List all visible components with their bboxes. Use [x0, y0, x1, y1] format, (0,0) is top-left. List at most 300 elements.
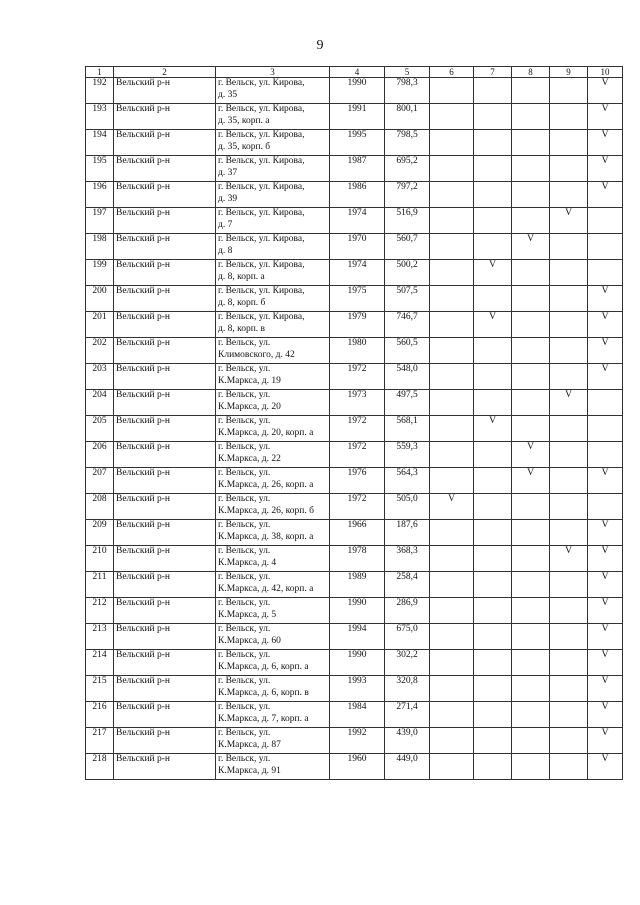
mark-col-8 — [512, 390, 550, 416]
mark-col-6 — [430, 624, 474, 650]
year-cell: 1987 — [330, 156, 385, 182]
address-cell — [216, 442, 330, 468]
mark-col-7 — [474, 442, 512, 468]
mark-col-10: V — [588, 546, 623, 572]
table-row — [86, 390, 623, 416]
address-line-street: г. Вельск, ул. Кирова, — [218, 208, 305, 218]
table-row — [86, 754, 623, 780]
area-cell: 497,5 — [385, 390, 430, 416]
column-number: 1 — [86, 67, 114, 78]
mark-col-7 — [474, 234, 512, 260]
mark-col-10 — [588, 416, 623, 442]
district-cell: Вельский р-н — [114, 442, 216, 468]
row-number: 203 — [86, 364, 114, 390]
column-number: 3 — [216, 67, 330, 78]
district-cell: Вельский р-н — [114, 130, 216, 156]
table-row — [86, 260, 623, 286]
area-cell: 548,0 — [385, 364, 430, 390]
mark-col-6 — [430, 442, 474, 468]
mark-col-9: V — [550, 390, 588, 416]
mark-col-9 — [550, 650, 588, 676]
mark-col-8 — [512, 416, 550, 442]
address-cell — [216, 234, 330, 260]
mark-col-10 — [588, 234, 623, 260]
address-cell — [216, 208, 330, 234]
mark-col-6 — [430, 286, 474, 312]
address-cell — [216, 650, 330, 676]
mark-col-10: V — [588, 364, 623, 390]
address-cell — [216, 728, 330, 754]
address-cell — [216, 286, 330, 312]
year-cell: 1973 — [330, 390, 385, 416]
district-cell: Вельский р-н — [114, 390, 216, 416]
district-cell: Вельский р-н — [114, 182, 216, 208]
mark-col-9 — [550, 624, 588, 650]
row-number: 212 — [86, 598, 114, 624]
year-cell: 1976 — [330, 468, 385, 494]
table-row — [86, 650, 623, 676]
area-cell: 368,3 — [385, 546, 430, 572]
address-line-street: г. Вельск, ул. — [218, 468, 271, 478]
address-cell — [216, 104, 330, 130]
mark-col-10 — [588, 442, 623, 468]
address-line-street: г. Вельск, ул. Кирова, — [218, 286, 305, 296]
address-line-street: г. Вельск, ул. — [218, 364, 271, 374]
address-line-street: г. Вельск, ул. — [218, 728, 271, 738]
column-number: 9 — [550, 67, 588, 78]
district-cell: Вельский р-н — [114, 598, 216, 624]
district-cell: Вельский р-н — [114, 312, 216, 338]
mark-col-6 — [430, 572, 474, 598]
table-row — [86, 468, 623, 494]
address-cell — [216, 754, 330, 780]
row-number: 198 — [86, 234, 114, 260]
mark-col-10: V — [588, 78, 623, 104]
address-line-street: г. Вельск, ул. — [218, 624, 271, 634]
table-row — [86, 104, 623, 130]
mark-col-7 — [474, 624, 512, 650]
mark-col-10: V — [588, 650, 623, 676]
mark-col-9 — [550, 182, 588, 208]
mark-col-10: V — [588, 338, 623, 364]
mark-col-6 — [430, 598, 474, 624]
row-number: 200 — [86, 286, 114, 312]
mark-col-7 — [474, 728, 512, 754]
address-line-building: К.Маркса, д. 26, корп. б — [218, 505, 314, 516]
mark-col-9 — [550, 286, 588, 312]
area-cell: 187,6 — [385, 520, 430, 546]
address-cell — [216, 468, 330, 494]
year-cell: 1980 — [330, 338, 385, 364]
table-row — [86, 494, 623, 520]
mark-col-10: V — [588, 104, 623, 130]
address-line-building: К.Маркса, д. 38, корп. а — [218, 531, 314, 542]
mark-col-9 — [550, 676, 588, 702]
mark-col-6 — [430, 650, 474, 676]
mark-col-7 — [474, 676, 512, 702]
mark-col-8 — [512, 156, 550, 182]
district-cell: Вельский р-н — [114, 364, 216, 390]
area-cell: 800,1 — [385, 104, 430, 130]
mark-col-10 — [588, 390, 623, 416]
mark-col-8 — [512, 754, 550, 780]
address-line-street: г. Вельск, ул. — [218, 390, 271, 400]
area-cell: 449,0 — [385, 754, 430, 780]
mark-col-6 — [430, 416, 474, 442]
mark-col-6 — [430, 468, 474, 494]
mark-col-7 — [474, 130, 512, 156]
column-number-row — [86, 67, 623, 78]
mark-col-8 — [512, 338, 550, 364]
mark-col-8 — [512, 104, 550, 130]
mark-col-7 — [474, 156, 512, 182]
mark-col-6 — [430, 364, 474, 390]
address-line-street: г. Вельск, ул. — [218, 598, 271, 608]
table-row — [86, 78, 623, 104]
mark-col-7 — [474, 78, 512, 104]
mark-col-10: V — [588, 728, 623, 754]
district-cell: Вельский р-н — [114, 624, 216, 650]
column-number: 10 — [588, 67, 623, 78]
area-cell: 516,9 — [385, 208, 430, 234]
area-cell: 746,7 — [385, 312, 430, 338]
area-cell: 798,5 — [385, 130, 430, 156]
address-line-building: д. 35 — [218, 89, 238, 100]
column-number: 2 — [114, 67, 216, 78]
area-cell: 560,5 — [385, 338, 430, 364]
row-number: 213 — [86, 624, 114, 650]
year-cell: 1991 — [330, 104, 385, 130]
address-cell — [216, 390, 330, 416]
district-cell: Вельский р-н — [114, 728, 216, 754]
mark-col-8 — [512, 260, 550, 286]
address-line-building: К.Маркса, д. 42, корп. а — [218, 583, 314, 594]
address-line-building: д. 7 — [218, 219, 233, 230]
address-cell — [216, 260, 330, 286]
address-line-street: г. Вельск, ул. Кирова, — [218, 260, 305, 270]
year-cell: 1990 — [330, 78, 385, 104]
mark-col-8: V — [512, 234, 550, 260]
table-row — [86, 624, 623, 650]
mark-col-10: V — [588, 312, 623, 338]
row-number: 201 — [86, 312, 114, 338]
mark-col-7 — [474, 364, 512, 390]
district-cell: Вельский р-н — [114, 520, 216, 546]
address-line-street: г. Вельск, ул. — [218, 494, 271, 504]
address-line-street: г. Вельск, ул. Кирова, — [218, 78, 305, 88]
address-cell — [216, 494, 330, 520]
mark-col-7: V — [474, 312, 512, 338]
address-line-building: К.Маркса, д. 6, корп. в — [218, 687, 309, 698]
area-cell: 675,0 — [385, 624, 430, 650]
mark-col-6 — [430, 702, 474, 728]
address-line-street: г. Вельск, ул. — [218, 650, 271, 660]
mark-col-10 — [588, 494, 623, 520]
district-cell: Вельский р-н — [114, 416, 216, 442]
mark-col-9 — [550, 728, 588, 754]
row-number: 199 — [86, 260, 114, 286]
register-body — [86, 78, 623, 780]
year-cell: 1966 — [330, 520, 385, 546]
mark-col-7 — [474, 494, 512, 520]
mark-col-8 — [512, 130, 550, 156]
address-cell — [216, 78, 330, 104]
mark-col-6 — [430, 312, 474, 338]
row-number: 210 — [86, 546, 114, 572]
row-number: 217 — [86, 728, 114, 754]
mark-col-8 — [512, 494, 550, 520]
address-line-building: К.Маркса, д. 60 — [218, 635, 281, 646]
area-cell: 302,2 — [385, 650, 430, 676]
table-row — [86, 208, 623, 234]
address-line-building: К.Маркса, д. 20, корп. а — [218, 427, 314, 438]
address-line-building: К.Маркса, д. 19 — [218, 375, 281, 386]
table-row — [86, 442, 623, 468]
column-number: 6 — [430, 67, 474, 78]
address-line-building: д. 8, корп. а — [218, 271, 265, 282]
address-line-street: г. Вельск, ул. — [218, 416, 271, 426]
mark-col-9 — [550, 442, 588, 468]
address-cell — [216, 676, 330, 702]
address-line-street: г. Вельск, ул. Кирова, — [218, 104, 305, 114]
address-cell — [216, 546, 330, 572]
mark-col-10: V — [588, 572, 623, 598]
mark-col-10: V — [588, 598, 623, 624]
address-cell — [216, 156, 330, 182]
table-row — [86, 364, 623, 390]
year-cell: 1986 — [330, 182, 385, 208]
district-cell: Вельский р-н — [114, 234, 216, 260]
address-cell — [216, 364, 330, 390]
address-line-street: г. Вельск, ул. Кирова, — [218, 312, 305, 322]
address-line-building: К.Маркса, д. 87 — [218, 739, 281, 750]
address-line-building: К.Маркса, д. 5 — [218, 609, 277, 620]
mark-col-7 — [474, 104, 512, 130]
mark-col-7 — [474, 754, 512, 780]
row-number: 216 — [86, 702, 114, 728]
mark-col-8 — [512, 520, 550, 546]
mark-col-8 — [512, 364, 550, 390]
address-line-street: г. Вельск, ул. Кирова, — [218, 182, 305, 192]
mark-col-6 — [430, 130, 474, 156]
address-line-building: К.Маркса, д. 91 — [218, 765, 281, 776]
row-number: 205 — [86, 416, 114, 442]
year-cell: 1974 — [330, 260, 385, 286]
district-cell: Вельский р-н — [114, 546, 216, 572]
table-row — [86, 416, 623, 442]
year-cell: 1975 — [330, 286, 385, 312]
address-line-street: г. Вельск, ул. — [218, 702, 271, 712]
year-cell: 1960 — [330, 754, 385, 780]
mark-col-7: V — [474, 260, 512, 286]
mark-col-9 — [550, 156, 588, 182]
mark-col-10: V — [588, 676, 623, 702]
mark-col-7 — [474, 572, 512, 598]
address-line-street: г. Вельск, ул. — [218, 442, 271, 452]
area-cell: 320,8 — [385, 676, 430, 702]
mark-col-8 — [512, 286, 550, 312]
address-line-building: К.Маркса, д. 26, корп. а — [218, 479, 314, 490]
table-row — [86, 286, 623, 312]
area-cell: 797,2 — [385, 182, 430, 208]
mark-col-9: V — [550, 208, 588, 234]
year-cell: 1995 — [330, 130, 385, 156]
mark-col-6 — [430, 208, 474, 234]
address-line-building: д. 37 — [218, 167, 238, 178]
mark-col-6 — [430, 338, 474, 364]
row-number: 197 — [86, 208, 114, 234]
table-row — [86, 338, 623, 364]
row-number: 214 — [86, 650, 114, 676]
table-row — [86, 182, 623, 208]
table-row — [86, 156, 623, 182]
mark-col-10: V — [588, 182, 623, 208]
mark-col-10: V — [588, 520, 623, 546]
table-row — [86, 546, 623, 572]
mark-col-10: V — [588, 702, 623, 728]
area-cell: 500,2 — [385, 260, 430, 286]
year-cell: 1979 — [330, 312, 385, 338]
address-cell — [216, 520, 330, 546]
address-line-street: г. Вельск, ул. Кирова, — [218, 130, 305, 140]
page-number: 9 — [316, 38, 324, 53]
district-cell: Вельский р-н — [114, 468, 216, 494]
table-row — [86, 728, 623, 754]
mark-col-7 — [474, 286, 512, 312]
district-cell: Вельский р-н — [114, 78, 216, 104]
mark-col-8 — [512, 312, 550, 338]
district-cell: Вельский р-н — [114, 572, 216, 598]
district-cell: Вельский р-н — [114, 676, 216, 702]
year-cell: 1994 — [330, 624, 385, 650]
area-cell: 439,0 — [385, 728, 430, 754]
year-cell: 1972 — [330, 416, 385, 442]
mark-col-10: V — [588, 754, 623, 780]
mark-col-9 — [550, 572, 588, 598]
district-cell: Вельский р-н — [114, 208, 216, 234]
address-cell — [216, 702, 330, 728]
year-cell: 1984 — [330, 702, 385, 728]
address-line-building: д. 35, корп. б — [218, 141, 271, 152]
mark-col-6 — [430, 234, 474, 260]
area-cell: 559,3 — [385, 442, 430, 468]
address-line-street: г. Вельск, ул. — [218, 572, 271, 582]
mark-col-7: V — [474, 416, 512, 442]
year-cell: 1972 — [330, 494, 385, 520]
year-cell: 1992 — [330, 728, 385, 754]
mark-col-8 — [512, 208, 550, 234]
mark-col-7 — [474, 598, 512, 624]
mark-col-8 — [512, 624, 550, 650]
area-cell: 695,2 — [385, 156, 430, 182]
address-line-building: К.Маркса, д. 22 — [218, 453, 281, 464]
mark-col-8 — [512, 650, 550, 676]
address-line-street: г. Вельск, ул. Кирова, — [218, 234, 305, 244]
address-line-building: К.Маркса, д. 7, корп. а — [218, 713, 309, 724]
year-cell: 1972 — [330, 442, 385, 468]
row-number: 193 — [86, 104, 114, 130]
table-row — [86, 234, 623, 260]
district-cell: Вельский р-н — [114, 754, 216, 780]
mark-col-6 — [430, 104, 474, 130]
mark-col-7 — [474, 338, 512, 364]
address-cell — [216, 312, 330, 338]
area-cell: 798,3 — [385, 78, 430, 104]
mark-col-7 — [474, 390, 512, 416]
address-line-building: Климовского, д. 42 — [218, 349, 295, 360]
mark-col-7 — [474, 182, 512, 208]
table-row — [86, 520, 623, 546]
mark-col-9 — [550, 702, 588, 728]
address-line-street: г. Вельск, ул. — [218, 676, 271, 686]
table-row — [86, 676, 623, 702]
mark-col-8 — [512, 182, 550, 208]
row-number: 218 — [86, 754, 114, 780]
mark-col-8 — [512, 598, 550, 624]
row-number: 215 — [86, 676, 114, 702]
row-number: 192 — [86, 78, 114, 104]
mark-col-10: V — [588, 624, 623, 650]
address-line-street: г. Вельск, ул. — [218, 546, 271, 556]
address-line-building: д. 8, корп. в — [218, 323, 266, 334]
address-cell — [216, 182, 330, 208]
address-line-building: К.Маркса, д. 6, корп. а — [218, 661, 309, 672]
housing-register-table — [85, 66, 623, 780]
address-cell — [216, 338, 330, 364]
row-number: 196 — [86, 182, 114, 208]
mark-col-9 — [550, 78, 588, 104]
mark-col-7 — [474, 650, 512, 676]
mark-col-8 — [512, 78, 550, 104]
area-cell: 286,9 — [385, 598, 430, 624]
mark-col-8 — [512, 572, 550, 598]
area-cell: 271,4 — [385, 702, 430, 728]
mark-col-9 — [550, 364, 588, 390]
mark-col-10: V — [588, 286, 623, 312]
district-cell: Вельский р-н — [114, 156, 216, 182]
mark-col-8 — [512, 728, 550, 754]
mark-col-9 — [550, 338, 588, 364]
mark-col-9: V — [550, 546, 588, 572]
year-cell: 1990 — [330, 598, 385, 624]
address-line-street: г. Вельск, ул. Кирова, — [218, 156, 305, 166]
area-cell: 258,4 — [385, 572, 430, 598]
district-cell: Вельский р-н — [114, 338, 216, 364]
table-row — [86, 598, 623, 624]
mark-col-10: V — [588, 156, 623, 182]
address-cell — [216, 130, 330, 156]
row-number: 208 — [86, 494, 114, 520]
mark-col-8 — [512, 546, 550, 572]
mark-col-7 — [474, 208, 512, 234]
mark-col-6 — [430, 676, 474, 702]
mark-col-6: V — [430, 494, 474, 520]
mark-col-9 — [550, 130, 588, 156]
mark-col-9 — [550, 416, 588, 442]
row-number: 202 — [86, 338, 114, 364]
column-number: 4 — [330, 67, 385, 78]
mark-col-6 — [430, 260, 474, 286]
mark-col-10: V — [588, 468, 623, 494]
mark-col-9 — [550, 104, 588, 130]
row-number: 194 — [86, 130, 114, 156]
row-number: 195 — [86, 156, 114, 182]
mark-col-9 — [550, 520, 588, 546]
address-cell — [216, 416, 330, 442]
table-row — [86, 572, 623, 598]
mark-col-8 — [512, 676, 550, 702]
district-cell: Вельский р-н — [114, 260, 216, 286]
